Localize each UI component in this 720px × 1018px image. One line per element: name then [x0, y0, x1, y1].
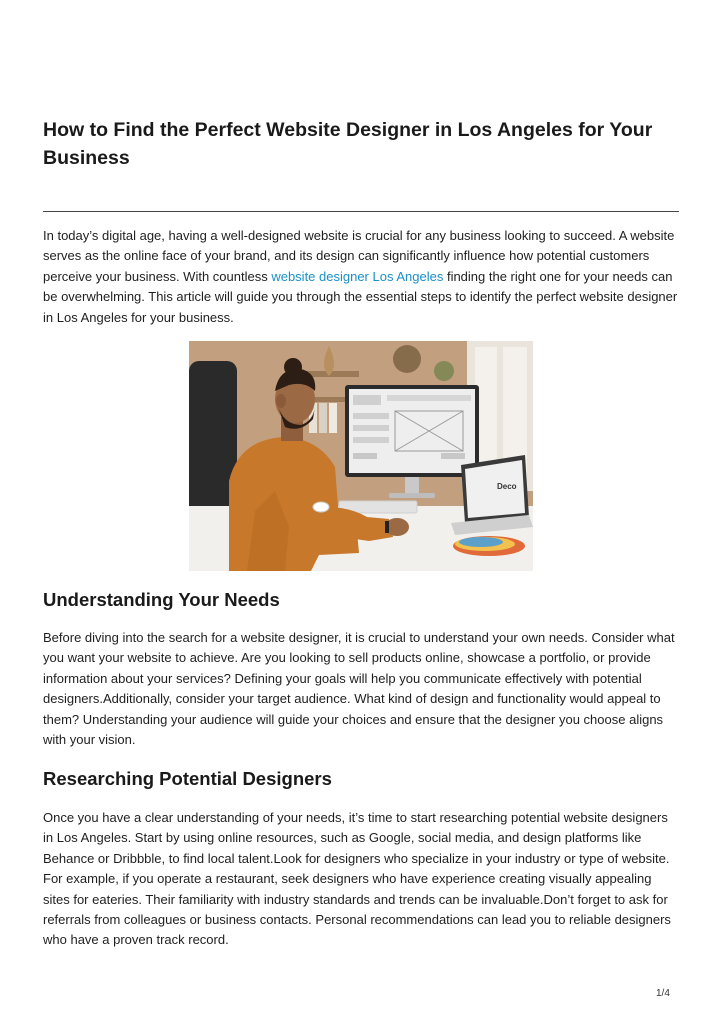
intro-paragraph — [43, 226, 679, 328]
laptop-logo-text: Deco — [497, 482, 517, 491]
title-divider — [43, 211, 679, 212]
page-number: 1/4 — [656, 988, 670, 999]
article-title: How to Find the Perfect Website Designer in Los Angeles for Your Business — [43, 119, 653, 169]
photo-illustration — [189, 341, 533, 571]
website-designer-link[interactable]: website designer Los Angeles — [271, 268, 444, 284]
intro-text-start: In today’s digital age, having a well-designed website is crucial for any business looking to succeed. A website serves as the online face of your brand, and its design can significantly influence how potential customers perceive your business. With countless — [43, 228, 675, 284]
section-heading-researching-designers: Researching Potential Designers — [43, 768, 332, 789]
designer-at-desk-photo — [189, 341, 533, 571]
section-body-understanding-needs: Before diving into the search for a website designer, it is crucial to understand your own needs. Consider what you want your website to achieve. Are you looking to sell products online, showcase a portfolio, or provide information about your services? Defining your goals will help you communicate effectively with potential designers.Additionally, consider your target audience. What kind of design and functionality would appeal to them? Understanding your audience will guide your choices and ensure that the designer you choose aligns with your vision. — [43, 630, 675, 748]
intro-text-end: finding the right one for your needs can be overwhelming. This article will guide you through the essential steps to identify the perfect website designer in Los Angeles for your business. — [43, 268, 678, 325]
section-heading-understanding-needs: Understanding Your Needs — [43, 589, 280, 610]
section-body-researching-designers: Once you have a clear understanding of your needs, it’s time to start researching potential website designers in Los Angeles. Start by using online resources, such as Google, social media, and design platforms like Behance or Dribbble, to find local talent.Look for designers who specialize in your industry or type of website. For example, if you operate a restaurant, seek designers who have experience creating visually appealing sites for eateries. Their familiarity with industry standards and trends can be invaluable.Don’t forget to ask for referrals from colleagues or business contacts. Personal recommendations can lead you to reliable designers who have a proven track record. — [43, 810, 671, 948]
